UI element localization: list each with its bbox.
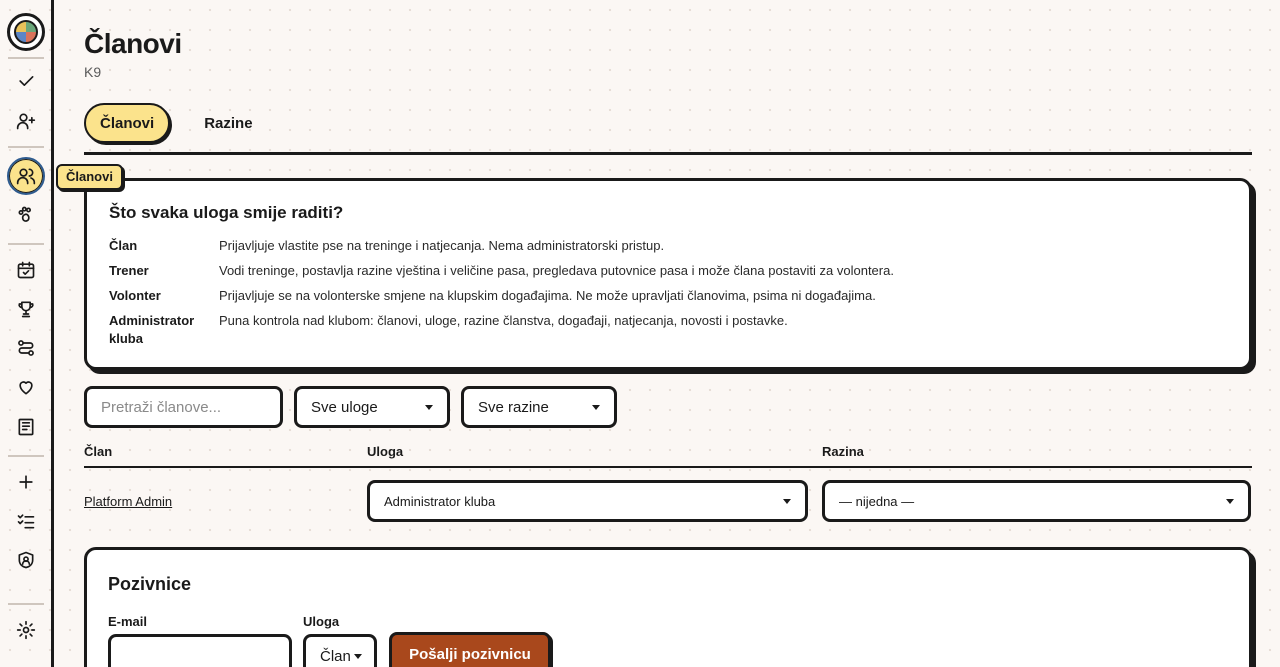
member-role-value: Administrator kluba xyxy=(384,493,496,509)
shield-icon xyxy=(16,550,36,570)
member-name-link[interactable]: Platform Admin xyxy=(84,494,173,509)
users-icon xyxy=(16,166,36,186)
sidebar-item-competitions[interactable] xyxy=(7,290,45,328)
tab-members[interactable]: Članovi xyxy=(84,103,170,143)
role-description: Prijavljuje se na volonterske smjene na klupskim događajima. Ne može upravljati članovima, psima ni događajima. xyxy=(219,288,876,303)
member-role-select[interactable] xyxy=(367,480,808,522)
chevron-down-icon xyxy=(1226,499,1234,504)
level-filter-select[interactable] xyxy=(461,386,617,428)
sidebar-divider xyxy=(8,603,44,605)
member-level-value: — nijedna — xyxy=(839,493,915,509)
trophy-icon xyxy=(16,299,36,319)
check-icon xyxy=(16,71,36,91)
chevron-down-icon xyxy=(425,405,433,410)
sidebar-item-admin[interactable] xyxy=(7,541,45,579)
chevron-down-icon xyxy=(592,405,600,410)
sidebar-item-favorites[interactable] xyxy=(7,368,45,406)
chevron-down-icon xyxy=(783,499,791,504)
send-invite-button[interactable]: Pošalji pozivnicu xyxy=(389,632,551,667)
members-table-header xyxy=(84,444,1252,468)
sidebar xyxy=(0,0,54,667)
sidebar-item-members[interactable] xyxy=(7,157,45,195)
filter-bar xyxy=(84,386,617,428)
role-row xyxy=(109,312,1227,348)
role-description: Prijavljuje vlastite pse na treninge i natjecanja. Nema administratorski pristup. xyxy=(219,238,665,253)
table-row xyxy=(84,480,1252,524)
column-header-level: Razina xyxy=(822,444,864,459)
sidebar-item-settings[interactable] xyxy=(7,611,45,649)
role-row xyxy=(109,237,1227,255)
user-plus-icon xyxy=(16,111,36,131)
invite-role-label: Uloga xyxy=(303,614,340,629)
invite-email-field[interactable] xyxy=(108,634,292,667)
list-check-icon xyxy=(16,511,36,531)
sidebar-item-add[interactable] xyxy=(7,463,45,501)
sidebar-divider xyxy=(8,455,44,457)
column-header-member: Član xyxy=(84,444,113,459)
role-description: Puna kontrola nad klubom: članovi, uloge, razine članstva, događaji, natjecanja, novosti i postavke. xyxy=(219,313,788,328)
sidebar-item-invite[interactable] xyxy=(7,102,45,140)
role-name: Volonter xyxy=(109,288,161,303)
roles-info-card xyxy=(84,178,1252,370)
paw-icon xyxy=(16,205,36,225)
roles-card-title: Što svaka uloga smije raditi? xyxy=(109,203,344,222)
sidebar-item-dogs[interactable] xyxy=(7,196,45,234)
column-header-role: Uloga xyxy=(367,444,404,459)
role-name: Administrator kluba xyxy=(109,313,195,346)
tabs-divider xyxy=(84,152,1252,155)
role-row xyxy=(109,262,1227,280)
sidebar-item-trainings[interactable] xyxy=(7,251,45,289)
club-logo-icon xyxy=(14,20,38,44)
plus-icon xyxy=(16,472,36,492)
page-subtitle: K9 xyxy=(84,64,102,80)
sidebar-tooltip: Članovi xyxy=(56,164,123,190)
sidebar-item-check[interactable] xyxy=(7,62,45,100)
tab-levels[interactable]: Razine xyxy=(204,114,253,132)
invite-role-select[interactable] xyxy=(303,634,377,667)
tab-bar xyxy=(84,103,267,143)
invites-card xyxy=(84,547,1252,667)
level-filter-value: Sve razine xyxy=(478,398,549,416)
sidebar-divider xyxy=(8,57,44,59)
invites-title: Pozivnice xyxy=(108,574,192,594)
page-title: Članovi xyxy=(84,28,182,59)
role-name: Član xyxy=(109,238,138,253)
sidebar-item-tasks[interactable] xyxy=(7,502,45,540)
sidebar-divider xyxy=(8,146,44,148)
member-search-input[interactable]: Pretraži članove... xyxy=(84,386,283,428)
club-logo[interactable] xyxy=(7,13,45,51)
sidebar-item-courses[interactable] xyxy=(7,329,45,367)
member-level-select[interactable] xyxy=(822,480,1251,522)
gear-icon xyxy=(16,620,36,640)
role-filter-select[interactable] xyxy=(294,386,450,428)
role-row xyxy=(109,287,1227,305)
route-icon xyxy=(16,338,36,358)
calendar-check-icon xyxy=(16,260,36,280)
chevron-down-icon xyxy=(354,654,362,659)
sidebar-divider xyxy=(8,243,44,245)
heart-icon xyxy=(16,377,36,397)
sidebar-item-news[interactable] xyxy=(7,408,45,446)
role-description: Vodi treninge, postavlja razine vještina i veličine pasa, pregledava putovnice pasa i može člana postaviti za volontera. xyxy=(219,263,894,278)
role-filter-value: Sve uloge xyxy=(311,398,378,416)
invite-role-value: Član xyxy=(320,647,351,665)
email-label: E-mail xyxy=(108,614,148,629)
book-icon xyxy=(16,417,36,437)
role-name: Trener xyxy=(109,263,149,278)
